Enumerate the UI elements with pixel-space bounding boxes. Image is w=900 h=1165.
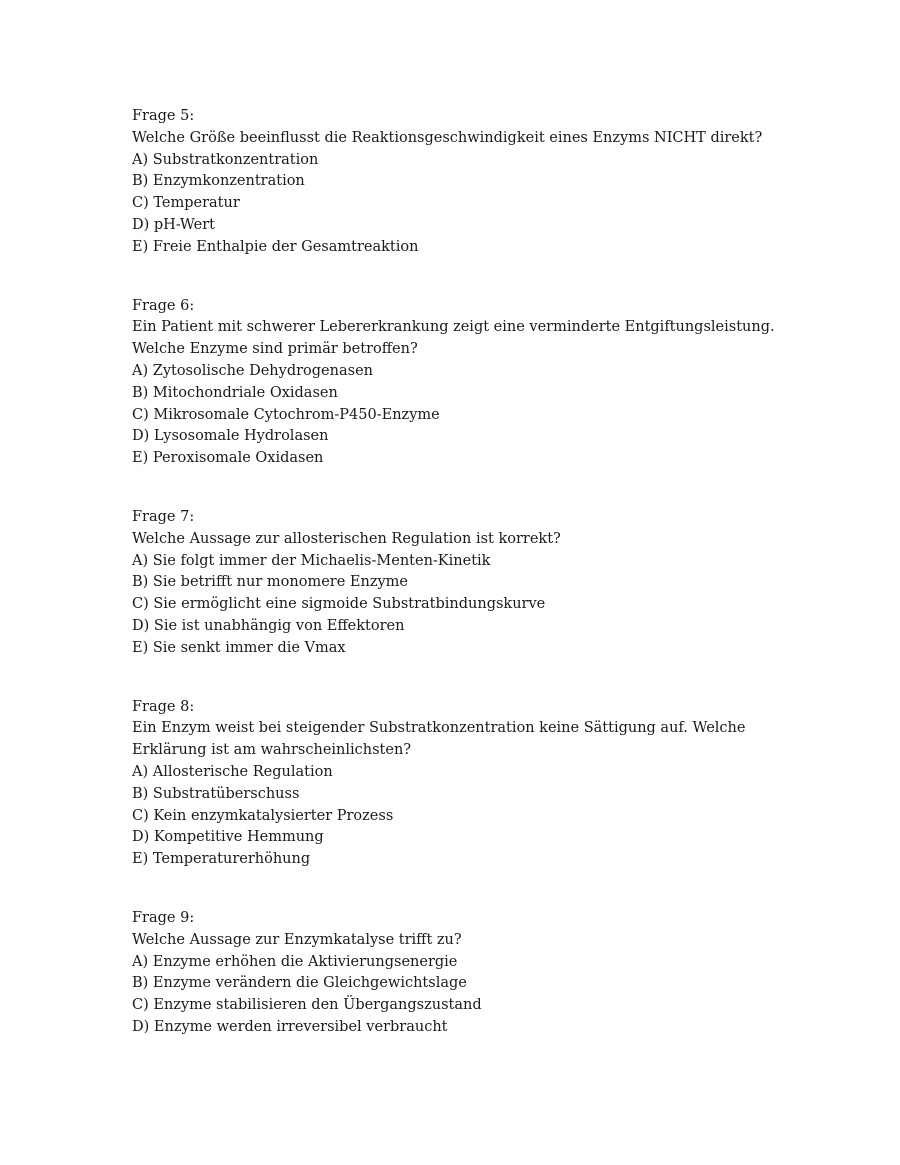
question-text: Welche Enzyme sind primär betroffen? <box>132 341 418 358</box>
question-list <box>132 106 775 1076</box>
question-text: Welche Aussage zur allosterischen Regulation ist korrekt? <box>132 530 561 547</box>
answer-option: C) Sie ermöglicht eine sigmoide Substratbindungskurve <box>132 596 546 613</box>
question-text: Ein Patient mit schwerer Lebererkrankung zeigt eine verminderte Entgiftungsleistung. <box>132 319 775 336</box>
answer-option: D) pH-Wert <box>132 216 215 233</box>
answer-option: D) Lysosomale Hydrolasen <box>132 428 329 445</box>
question-block <box>132 106 772 259</box>
question-block <box>132 908 772 1039</box>
question-block <box>132 296 775 470</box>
question-label: Frage 7: <box>132 508 195 525</box>
answer-option: E) Temperaturerhöhung <box>132 851 311 868</box>
answer-option: A) Enzyme erhöhen die Aktivierungsenergie <box>132 953 458 970</box>
answer-option: D) Sie ist unabhängig von Effektoren <box>132 617 405 634</box>
answer-option: E) Sie senkt immer die Vmax <box>132 639 346 656</box>
answer-option: B) Sie betrifft nur monomere Enzyme <box>132 574 408 591</box>
answer-option: A) Sie folgt immer der Michaelis-Menten-Kinetik <box>132 552 491 569</box>
answer-option: A) Allosterische Regulation <box>132 763 333 780</box>
answer-option: C) Enzyme stabilisieren den Übergangszustand <box>132 997 482 1014</box>
answer-option: B) Enzymkonzentration <box>132 173 305 190</box>
question-text: Erklärung ist am wahrscheinlichsten? <box>132 742 412 759</box>
answer-option: B) Mitochondriale Oxidasen <box>132 384 338 401</box>
answer-option: C) Temperatur <box>132 195 240 212</box>
answer-option: B) Enzyme verändern die Gleichgewichtslage <box>132 975 467 992</box>
answer-option: C) Mikrosomale Cytochrom-P450-Enzyme <box>132 406 440 423</box>
question-label: Frage 9: <box>132 909 195 926</box>
answer-option: B) Substratüberschuss <box>132 785 300 802</box>
answer-option: E) Freie Enthalpie der Gesamtreaktion <box>132 238 419 255</box>
answer-option: A) Substratkonzentration <box>132 151 319 168</box>
answer-option: D) Kompetitive Hemmung <box>132 829 324 846</box>
question-label: Frage 6: <box>132 297 195 314</box>
answer-option: D) Enzyme werden irreversibel verbraucht <box>132 1018 448 1035</box>
question-text: Ein Enzym weist bei steigender Substratkonzentration keine Sättigung auf. Welche <box>132 720 746 737</box>
question-text: Welche Größe beeinflusst die Reaktionsgeschwindigkeit eines Enzyms NICHT direkt? <box>132 129 763 146</box>
question-block <box>132 697 772 871</box>
question-block <box>132 507 772 660</box>
question-label: Frage 8: <box>132 698 195 715</box>
question-text: Welche Aussage zur Enzymkatalyse trifft zu? <box>132 931 462 948</box>
question-label: Frage 5: <box>132 108 195 124</box>
answer-option: E) Peroxisomale Oxidasen <box>132 450 324 467</box>
answer-option: C) Kein enzymkatalysierter Prozess <box>132 807 394 824</box>
answer-option: A) Zytosolische Dehydrogenasen <box>132 362 373 379</box>
